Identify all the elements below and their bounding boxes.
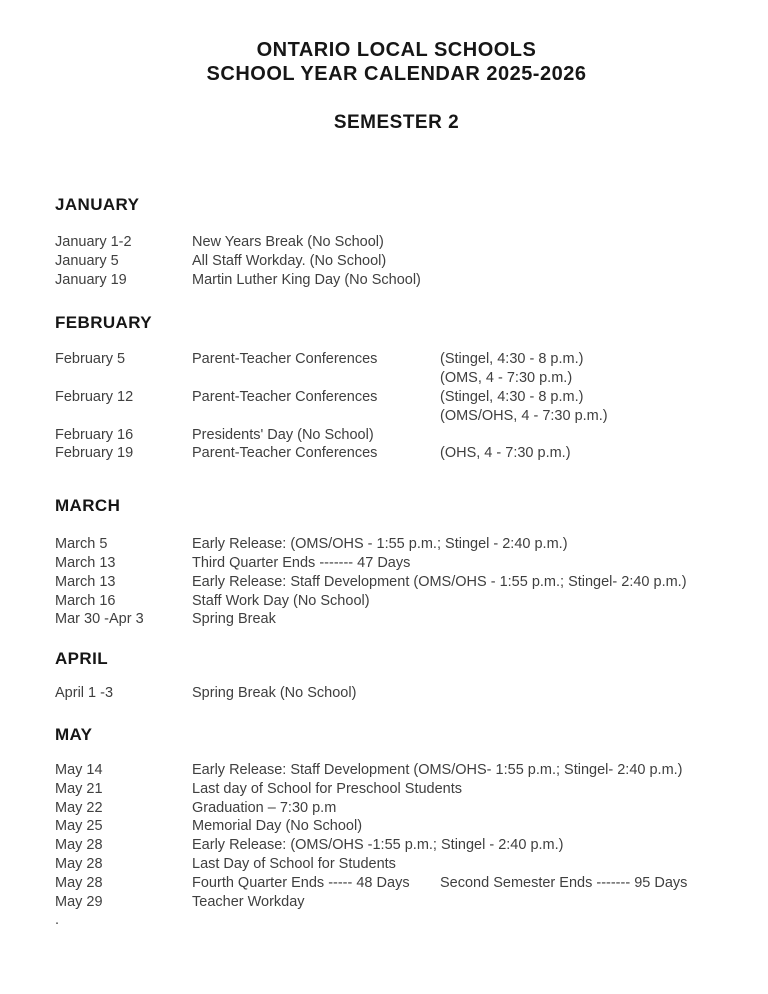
event-date: May 21 — [55, 780, 103, 797]
event-date: May 28 — [55, 855, 103, 872]
event-row — [55, 761, 756, 780]
event-date: January 19 — [55, 271, 127, 288]
trailing-period: . — [55, 912, 60, 929]
document-title — [55, 38, 756, 86]
event-date: March 13 — [55, 573, 116, 590]
event-row — [55, 350, 756, 388]
month-section-march — [55, 496, 756, 629]
event-date: April 1 -3 — [55, 685, 114, 702]
event-row — [55, 233, 756, 252]
event-date: February 16 — [55, 426, 134, 443]
event-row — [55, 426, 756, 445]
event-row — [55, 610, 756, 629]
event-row — [55, 799, 756, 818]
event-note-line: (OHS, 4 - 7:30 p.m.) — [440, 445, 571, 462]
semester-subtitle: SEMESTER 2 — [333, 112, 460, 133]
event-description: Teacher Workday — [192, 893, 305, 910]
events-list — [55, 350, 756, 463]
event-date: March 16 — [55, 592, 116, 609]
event-description: Last Day of School for Students — [192, 855, 396, 872]
event-date: May 28 — [55, 874, 103, 891]
event-description: Parent-Teacher Conferences — [192, 388, 378, 405]
month-heading: FEBRUARY — [55, 313, 153, 333]
event-row — [55, 252, 756, 271]
event-date: May 25 — [55, 818, 103, 835]
event-row — [55, 271, 756, 290]
event-row — [55, 535, 756, 554]
event-date: May 14 — [55, 761, 103, 778]
event-date: May 22 — [55, 799, 103, 816]
event-description: Graduation – 7:30 p.m — [192, 799, 337, 816]
event-description: Early Release: Staff Development (OMS/OHS- 1:55 p.m.; Stingel- 2:40 p.m.) — [192, 761, 683, 778]
event-row — [55, 780, 756, 799]
event-description: All Staff Workday. (No School) — [192, 252, 387, 269]
event-notes — [440, 388, 608, 426]
event-date: February 19 — [55, 445, 134, 462]
month-section-january — [55, 195, 756, 289]
event-description: Staff Work Day (No School) — [192, 592, 370, 609]
event-row — [55, 874, 756, 893]
event-notes — [440, 350, 583, 388]
month-heading: JANUARY — [55, 195, 140, 214]
event-description: Martin Luther King Day (No School) — [192, 271, 421, 288]
event-description: Memorial Day (No School) — [192, 818, 363, 835]
event-description: Early Release: Staff Development (OMS/OHS - 1:55 p.m.; Stingel- 2:40 p.m.) — [192, 573, 687, 590]
month-heading: MARCH — [55, 496, 121, 516]
event-extra: Second Semester Ends ------- 95 Days — [440, 874, 688, 891]
event-date: Mar 30 -Apr 3 — [55, 611, 144, 628]
event-description: New Years Break (No School) — [192, 234, 384, 250]
event-date: May 28 — [55, 837, 103, 854]
calendar-sections — [55, 195, 756, 911]
event-date: January 5 — [55, 252, 119, 269]
event-note-line: (OMS, 4 - 7:30 p.m.) — [440, 370, 573, 387]
title-line-2: SCHOOL YEAR CALENDAR 2025-2026 — [206, 63, 587, 85]
event-note-line: (OMS/OHS, 4 - 7:30 p.m.) — [440, 407, 608, 424]
event-date: March 5 — [55, 536, 108, 553]
event-date: February 5 — [55, 351, 126, 368]
event-row — [55, 554, 756, 573]
event-description: Spring Break — [192, 611, 276, 628]
event-description: Last day of School for Preschool Students — [192, 780, 463, 797]
event-row — [55, 855, 756, 874]
event-description: Presidents' Day (No School) — [192, 426, 374, 443]
month-section-april — [55, 649, 756, 703]
month-heading: APRIL — [55, 649, 108, 669]
event-row — [55, 592, 756, 611]
event-description: Early Release: (OMS/OHS - 1:55 p.m.; Stingel - 2:40 p.m.) — [192, 536, 568, 553]
event-description: Fourth Quarter Ends ----- 48 Days — [192, 874, 410, 891]
event-description: Spring Break (No School) — [192, 685, 357, 702]
event-row — [55, 817, 756, 836]
title-line-1: ONTARIO LOCAL SCHOOLS — [256, 39, 537, 61]
events-list — [55, 761, 756, 911]
event-row — [55, 684, 756, 703]
event-date: January 1-2 — [55, 234, 132, 250]
event-date: February 12 — [55, 388, 134, 405]
month-section-february — [55, 313, 756, 463]
event-row — [55, 388, 756, 426]
month-section-may — [55, 725, 756, 911]
event-note-line: (Stingel, 4:30 - 8 p.m.) — [440, 388, 584, 405]
event-description: Parent-Teacher Conferences — [192, 351, 378, 368]
event-date: May 29 — [55, 893, 103, 910]
event-description: Third Quarter Ends ------- 47 Days — [192, 554, 411, 571]
event-description: Parent-Teacher Conferences — [192, 445, 378, 462]
event-row — [55, 893, 756, 912]
event-date: March 13 — [55, 554, 116, 571]
event-note-line: (Stingel, 4:30 - 8 p.m.) — [440, 351, 584, 368]
events-list — [55, 233, 756, 289]
event-row — [55, 444, 756, 463]
event-notes — [440, 444, 571, 463]
event-row — [55, 573, 756, 592]
month-heading: MAY — [55, 724, 93, 744]
events-list — [55, 684, 756, 703]
event-row — [55, 836, 756, 855]
event-description: Early Release: (OMS/OHS -1:55 p.m.; Stingel - 2:40 p.m.) — [192, 837, 564, 854]
events-list — [55, 535, 756, 629]
